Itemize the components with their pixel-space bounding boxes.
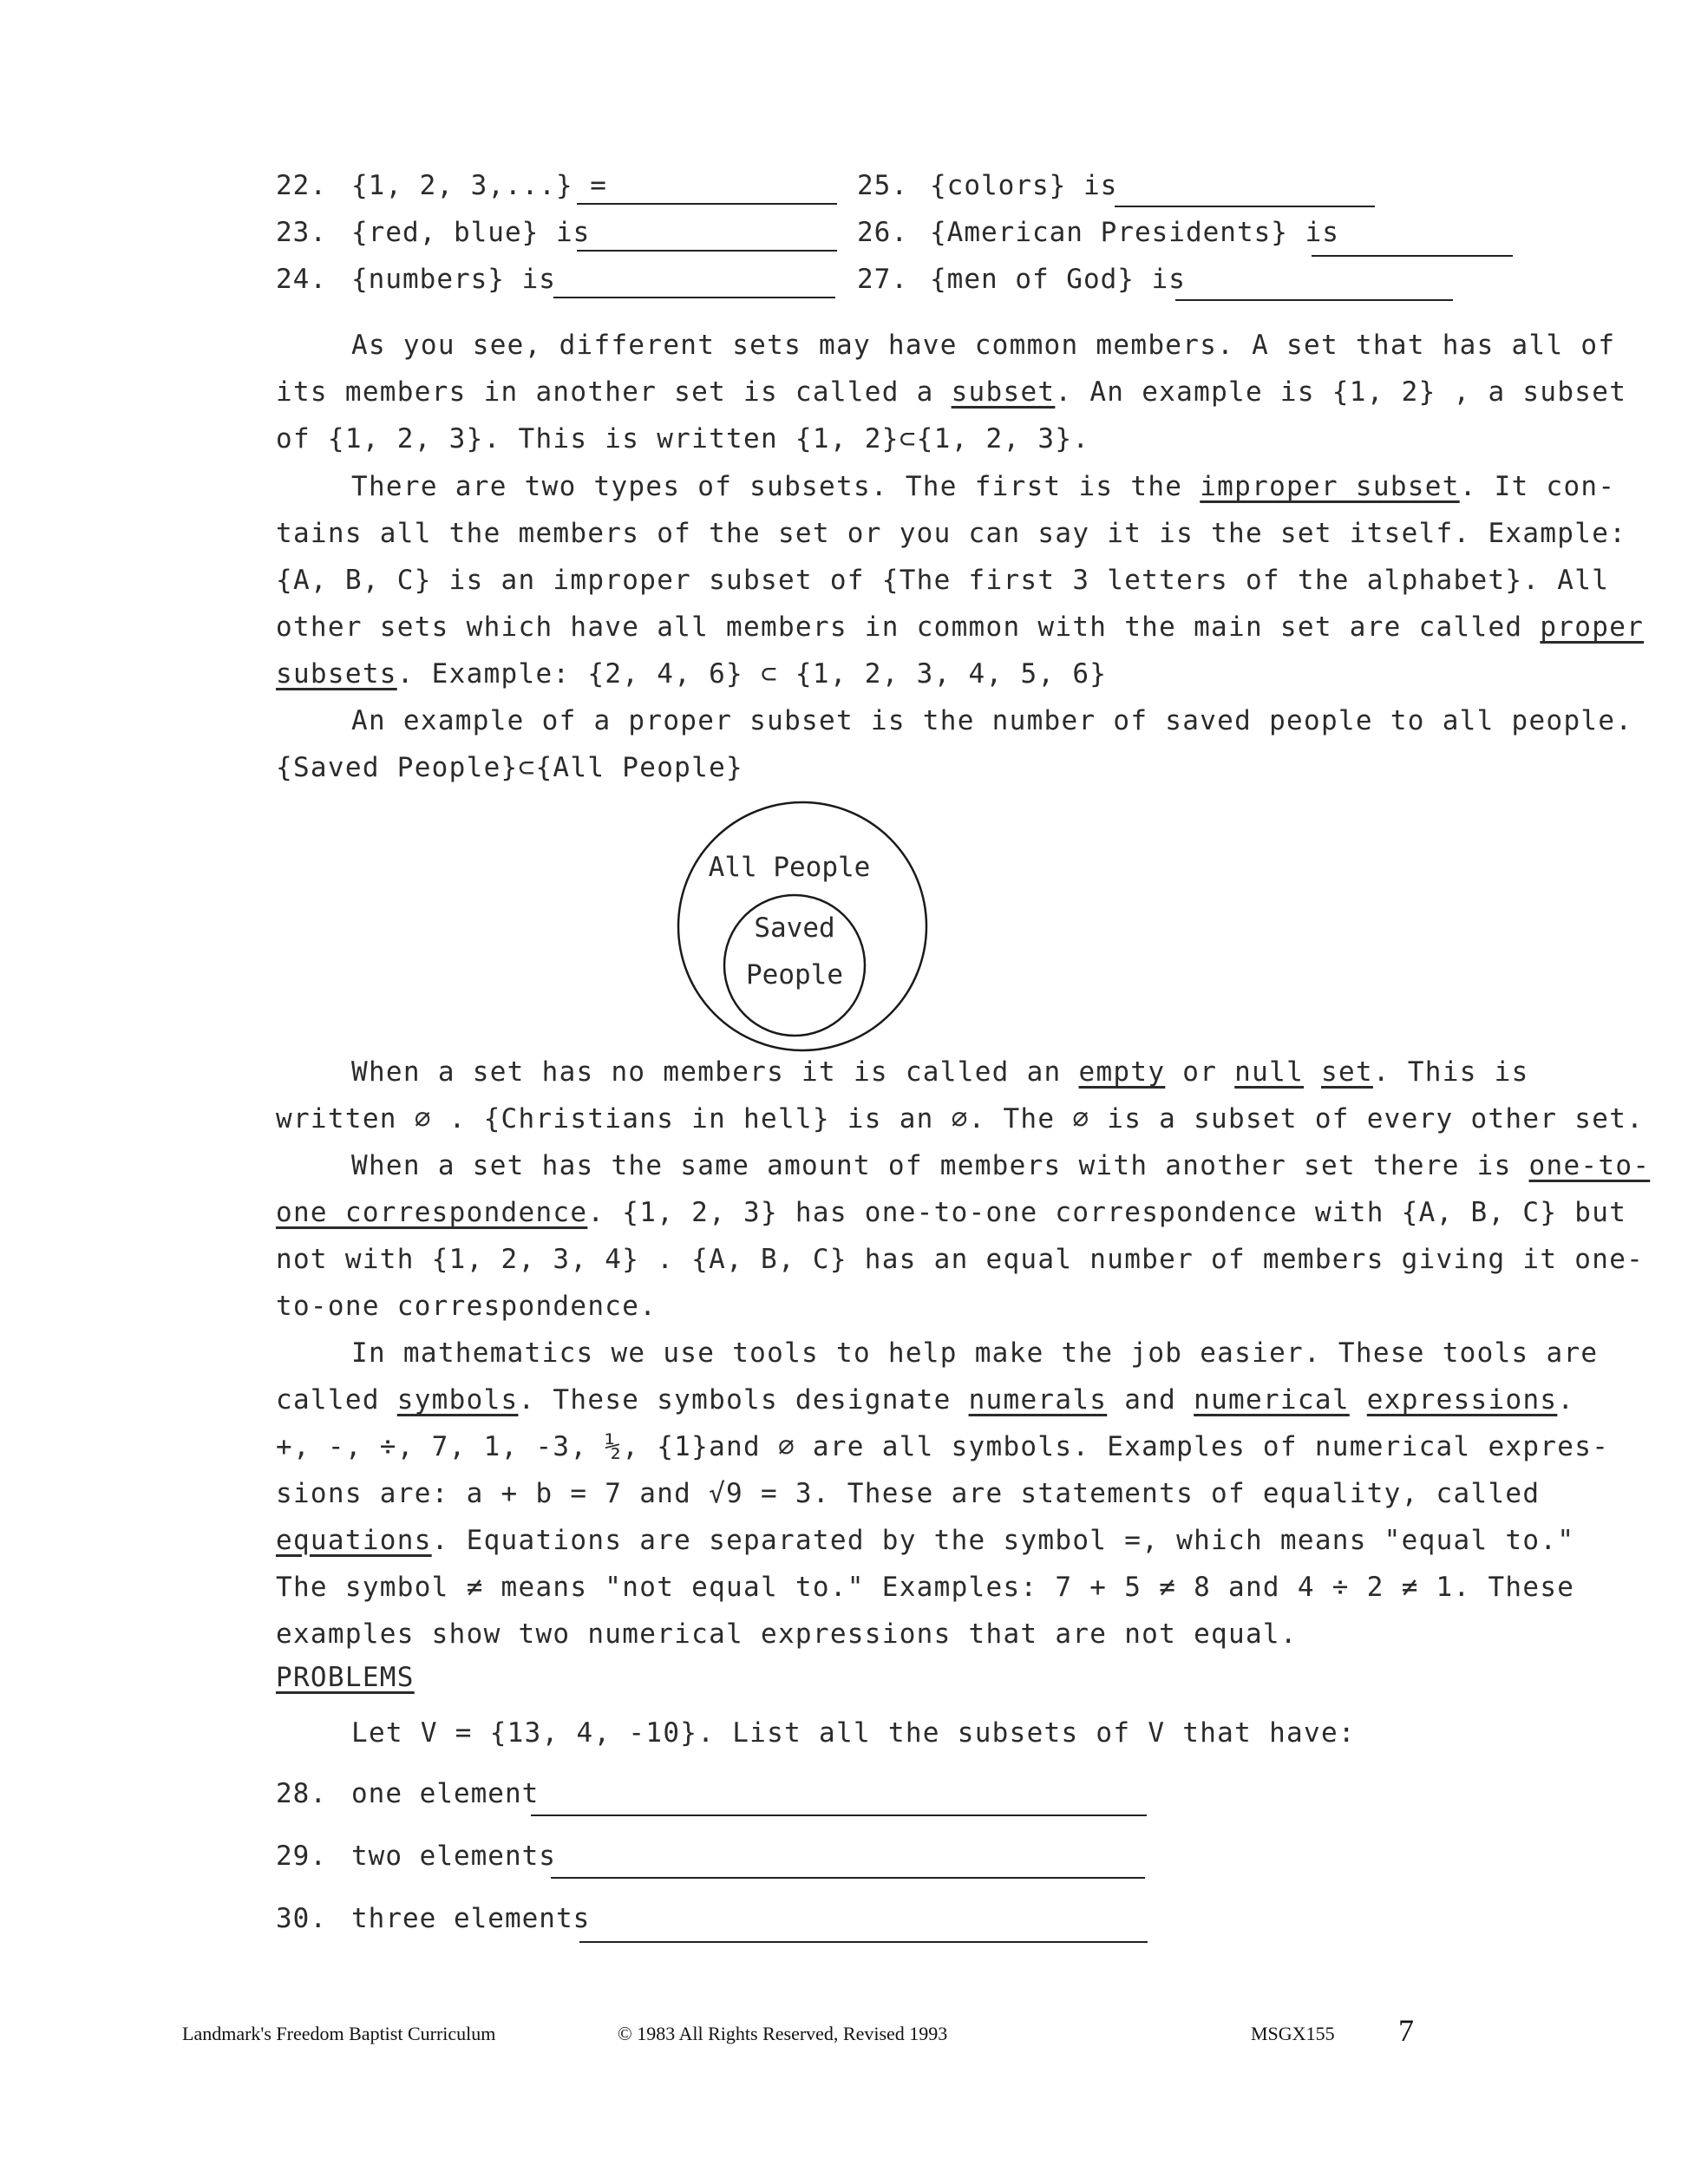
footer-copyright: © 1983 All Rights Reserved, Revised 1993 <box>618 2023 948 2044</box>
exercise-num: 23. <box>276 217 327 248</box>
exercise-num: 24. <box>276 264 327 295</box>
problems-intro: Let V = {13, 4, -10}. List all the subsets of V that have: <box>351 1717 1356 1749</box>
answer-blank[interactable] <box>553 297 835 298</box>
venn-inner-label: Saved <box>754 912 835 944</box>
term-one-to: one-to- <box>1528 1150 1651 1181</box>
exercise-expr: {numbers} is <box>351 264 556 295</box>
text-line: {A, B, C} is an improper subset of {The first 3 letters of the alphabet}. All <box>276 565 1610 596</box>
exercise-num: 26. <box>857 217 908 248</box>
term-numerical: numerical <box>1194 1384 1350 1416</box>
answer-blank[interactable] <box>551 1877 1145 1879</box>
problem-num: 30. <box>276 1903 327 1934</box>
exercise-expr: {American Presidents} is <box>930 217 1339 248</box>
term-expressions: expressions <box>1366 1384 1558 1416</box>
text-line: When a set has no members it is called an empty or null set. This is <box>351 1056 1529 1088</box>
answer-blank[interactable] <box>577 250 837 252</box>
text-line: +, -, ÷, 7, 1, -3, ½, {1}and ∅ are all symbols. Examples of numerical expres- <box>276 1431 1610 1462</box>
text-line: tains all the members of the set or you can say it is the set itself. Example: <box>276 518 1627 549</box>
text-line: one correspondence. {1, 2, 3} has one-to-one correspondence with {A, B, C} but <box>276 1197 1627 1228</box>
problem-num: 29. <box>276 1841 327 1872</box>
footer-code: MSGX155 <box>1251 2023 1335 2044</box>
exercise-num: 22. <box>276 170 327 201</box>
text-line: {Saved People}⊂{All People} <box>276 752 744 783</box>
text-line: of {1, 2, 3}. This is written {1, 2}⊂{1, 2, 3}. <box>276 423 1090 454</box>
venn-inner-label: People <box>746 959 843 991</box>
venn-outer-label: All People <box>708 852 871 883</box>
text-line: to-one correspondence. <box>276 1291 658 1322</box>
exercise-num: 27. <box>857 264 908 295</box>
term-equations: equations <box>276 1525 432 1556</box>
text-line: subsets. Example: {2, 4, 6} ⊂ {1, 2, 3, 4, 5, 6} <box>276 658 1108 690</box>
text-line: An example of a proper subset is the number of saved people to all people. <box>351 705 1633 736</box>
term-empty: empty <box>1078 1056 1166 1088</box>
answer-blank[interactable] <box>577 203 837 205</box>
footer-curriculum: Landmark's Freedom Baptist Curriculum <box>182 2023 496 2044</box>
text-line: As you see, different sets may have common members. A set that has all of <box>351 330 1616 361</box>
text-line: There are two types of subsets. The first is the improper subset. It con- <box>351 471 1616 502</box>
exercise-expr: {red, blue} is <box>351 217 591 248</box>
exercise-expr: {colors} is <box>930 170 1118 201</box>
venn-diagram <box>659 789 945 1058</box>
text-line: not with {1, 2, 3, 4} . {A, B, C} has an equal number of members giving it one- <box>276 1244 1645 1275</box>
text-line: equations. Equations are separated by the symbol =, which means "equal to." <box>276 1525 1575 1556</box>
text-line: written ∅ . {Christians in hell} is an ∅. The ∅ is a subset of every other set. <box>276 1103 1645 1135</box>
text-line: The symbol ≠ means "not equal to." Examples: 7 + 5 ≠ 8 and 4 ÷ 2 ≠ 1. These <box>276 1572 1575 1603</box>
problems-heading: PROBLEMS <box>276 1662 415 1693</box>
exercise-expr: {1, 2, 3,...} = <box>351 170 607 201</box>
problem-label: three elements <box>351 1903 591 1934</box>
term-null: null <box>1234 1056 1305 1088</box>
text-line: its members in another set is called a subset. An example is {1, 2} , a subset <box>276 376 1627 408</box>
answer-blank[interactable] <box>1175 299 1453 301</box>
exercise-expr: {men of God} is <box>930 264 1186 295</box>
term-subsets: subsets <box>276 658 397 690</box>
text-line: called symbols. These symbols designate numerals and numerical expressions. <box>276 1384 1575 1416</box>
exercise-num: 25. <box>857 170 908 201</box>
text-line: examples show two numerical expressions that are not equal. <box>276 1618 1298 1650</box>
page-number: 7 <box>1398 2013 1414 2048</box>
term-set: set <box>1321 1056 1373 1088</box>
answer-blank[interactable] <box>1312 255 1513 257</box>
term-one-correspondence: one correspondence <box>276 1197 588 1228</box>
text-line: sions are: a + b = 7 and √9 = 3. These are statements of equality, called <box>276 1478 1541 1509</box>
answer-blank[interactable] <box>1115 206 1375 207</box>
text-line: other sets which have all members in common with the main set are called proper <box>276 611 1645 643</box>
text-line: When a set has the same amount of members with another set there is one-to- <box>351 1150 1651 1181</box>
answer-blank[interactable] <box>579 1941 1148 1943</box>
term-subset: subset <box>951 376 1056 408</box>
term-improper-subset: improper subset <box>1200 471 1460 502</box>
problem-num: 28. <box>276 1778 327 1809</box>
term-proper: proper <box>1540 611 1645 643</box>
answer-blank[interactable] <box>531 1815 1147 1816</box>
term-numerals: numerals <box>968 1384 1108 1416</box>
text-line: In mathematics we use tools to help make the job easier. These tools are <box>351 1337 1599 1369</box>
problem-label: two elements <box>351 1841 556 1872</box>
term-symbols: symbols <box>396 1384 519 1416</box>
problem-label: one element <box>351 1778 540 1809</box>
